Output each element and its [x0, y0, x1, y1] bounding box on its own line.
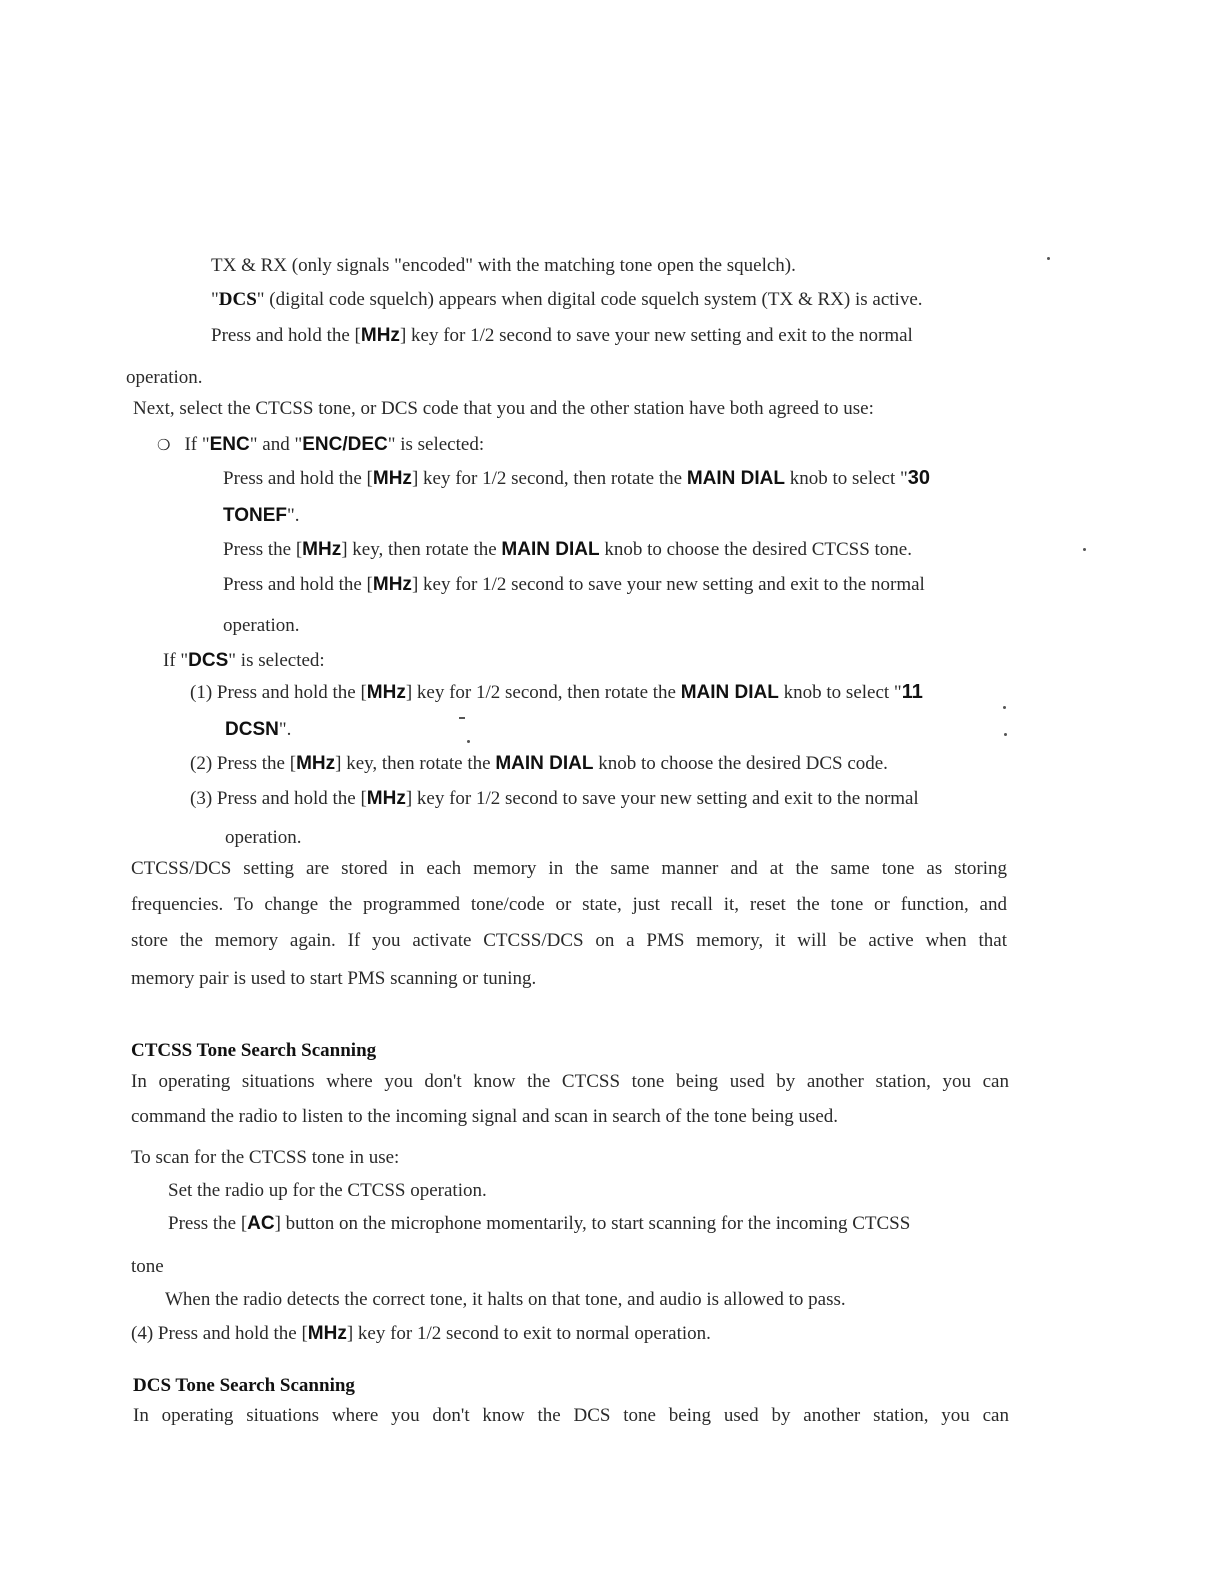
line-press-hold-exit: (4) Press and hold the [MHz] key for 1/2 second to exit to normal operation. — [131, 1323, 711, 1344]
dcs-term: DCS — [218, 289, 257, 310]
line-press-ac: Press the [AC] button on the microphone momentarily, to start scanning for the incoming CTCSS — [168, 1213, 911, 1234]
mhz-key: MHz — [372, 574, 412, 595]
paragraph-line: command the radio to listen to the incoming signal and scan in search of the tone being used. — [131, 1106, 839, 1127]
dcsn-term: DCSN — [225, 719, 279, 740]
enc-term: ENC — [209, 434, 250, 455]
paragraph-line: store the memory again. If you activate CTCSS/DCS on a PMS memory, it will be active when that — [131, 930, 1007, 951]
line-dcs-step-3: (3) Press and hold the [MHz] key for 1/2 second to save your new setting and exit to the normal — [190, 788, 919, 809]
tonef-term: TONEF — [223, 505, 288, 526]
line-enc-step-2: Press the [MHz] key, then rotate the MAIN DIAL knob to choose the desired CTCSS tone. — [223, 539, 912, 560]
scan-speck — [1047, 257, 1050, 260]
main-dial-term: MAIN DIAL — [501, 539, 600, 560]
line-enc-step-1: Press and hold the [MHz] key for 1/2 second, then rotate the MAIN DIAL knob to select "30 — [223, 467, 931, 489]
paragraph-line: In operating situations where you don't know the CTCSS tone being used by another station, you can — [131, 1071, 1009, 1092]
line-tone: tone — [131, 1256, 164, 1277]
line-dcs-step-2: (2) Press the [MHz] key, then rotate the MAIN DIAL knob to choose the desired DCS code. — [190, 753, 888, 774]
tone-number: 30 — [907, 467, 931, 489]
dcs-number: 11 — [901, 681, 923, 703]
line-tonef: TONEF". — [223, 505, 300, 526]
main-dial-term: MAIN DIAL — [495, 753, 594, 774]
line-radio-detects: When the radio detects the correct tone, it halts on that tone, and audio is allowed to pass. — [165, 1289, 846, 1310]
section-heading-ctcss: CTCSS Tone Search Scanning — [131, 1040, 377, 1061]
enc-dec-term: ENC/DEC — [302, 434, 388, 455]
main-dial-term: MAIN DIAL — [686, 468, 785, 489]
line-if-enc: ❍ If "ENC" and "ENC/DEC" is selected: — [157, 434, 485, 455]
scan-speck — [1004, 733, 1007, 736]
ac-key: AC — [247, 1213, 275, 1234]
line-to-scan: To scan for the CTCSS tone in use: — [131, 1147, 400, 1168]
line-dcs-operation: operation. — [225, 827, 302, 848]
scan-speck — [1003, 706, 1006, 709]
main-dial-term: MAIN DIAL — [680, 682, 779, 703]
paragraph-line: In operating situations where you don't know the DCS tone being used by another station, you can — [133, 1405, 1009, 1426]
mhz-key: MHz — [366, 682, 406, 703]
mhz-key: MHz — [302, 539, 342, 560]
line-enc-step-3: Press and hold the [MHz] key for 1/2 second to save your new setting and exit to the normal — [223, 574, 925, 595]
mhz-key: MHz — [360, 325, 400, 346]
line-save-setting: Press and hold the [MHz] key for 1/2 second to save your new setting and exit to the normal — [211, 325, 913, 346]
mhz-key: MHz — [296, 753, 336, 774]
line-dcs-description: "DCS" (digital code squelch) appears when digital code squelch system (TX & RX) is active. — [211, 289, 923, 310]
paragraph-line: CTCSS/DCS setting are stored in each memory in the same manner and at the same tone as storing — [131, 858, 1007, 879]
line-enc-operation: operation. — [223, 615, 300, 636]
paragraph-line: frequencies. To change the programmed tone/code or state, just recall it, reset the tone or function, and — [131, 894, 1007, 915]
dcs-term: DCS — [188, 650, 229, 671]
scan-speck — [459, 717, 465, 719]
line-dcs-step-1: (1) Press and hold the [MHz] key for 1/2 second, then rotate the MAIN DIAL knob to select "11 — [190, 681, 923, 703]
mhz-key: MHz — [307, 1323, 347, 1344]
line-next-select: Next, select the CTCSS tone, or DCS code that you and the other station have both agreed to use: — [133, 398, 874, 419]
line-tx-rx: TX & RX (only signals "encoded" with the matching tone open the squelch). — [211, 255, 796, 276]
scan-speck — [1083, 548, 1086, 551]
line-operation: operation. — [126, 367, 203, 388]
circle-bullet-icon: ❍ — [157, 436, 171, 454]
line-dcsn: DCSN". — [225, 719, 292, 740]
scan-speck — [467, 740, 470, 743]
section-heading-dcs: DCS Tone Search Scanning — [133, 1375, 355, 1396]
mhz-key: MHz — [372, 468, 412, 489]
line-set-radio: Set the radio up for the CTCSS operation. — [168, 1180, 487, 1201]
line-if-dcs: If "DCS" is selected: — [163, 650, 325, 671]
mhz-key: MHz — [366, 788, 406, 809]
paragraph-line: memory pair is used to start PMS scanning or tuning. — [131, 968, 537, 989]
